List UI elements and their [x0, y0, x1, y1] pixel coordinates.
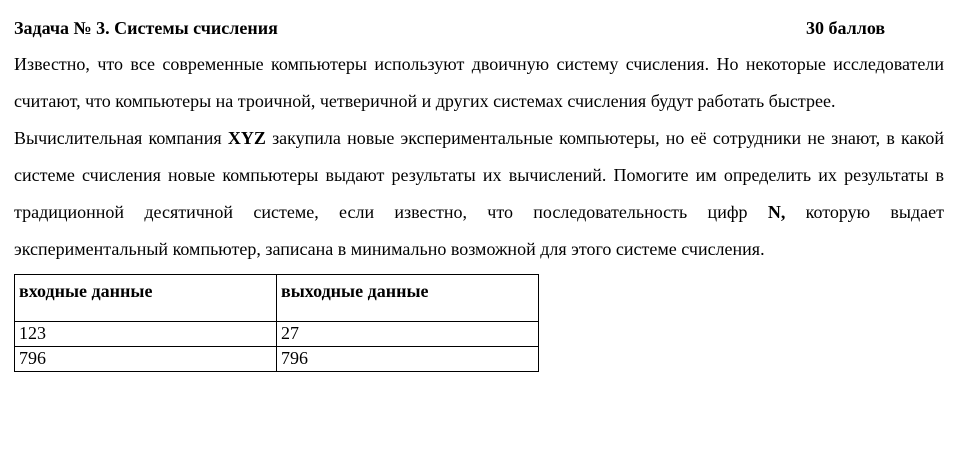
table-cell-input: 796: [15, 347, 277, 372]
problem-text-part1: Вычислительная компания: [14, 128, 228, 148]
document-page: [14, 14, 944, 372]
example-table: [14, 274, 539, 372]
task-header: [14, 14, 944, 42]
company-name: XYZ: [227, 128, 266, 148]
problem-paragraph: [14, 120, 944, 268]
problem-text-part2: закупила новые экспериментальные компьютеры, но её сотрудники не знают, в какой системе счисления новые компьютеры выдают результаты их вычислений. Помогите им определить их результаты в традиционной десятичной системе, если известно, что последовательность цифр: [14, 128, 944, 222]
variable-name: N,: [767, 202, 786, 222]
table-cell-output: 27: [277, 322, 539, 347]
column-header-input: входные данные: [15, 275, 277, 322]
column-header-output: выходные данные: [277, 275, 539, 322]
intro-paragraph: Известно, что все современные компьютеры используют двоичную систему счисления. Но некоторые исследователи считают, что компьютеры на троичной, четверичной и других системах счисления будут работать быстрее.: [14, 54, 944, 111]
table-row: [15, 322, 539, 347]
table-header-row: [15, 275, 539, 322]
table-cell-output: 796: [277, 347, 539, 372]
table-row: [15, 347, 539, 372]
task-description: [14, 46, 944, 268]
table-cell-input: 123: [15, 322, 277, 347]
task-title: Задача № 3. Системы счисления: [14, 18, 278, 38]
task-points: 30 баллов: [806, 18, 886, 38]
problem-text-part3: которую выдает экспериментальный компьютер, записана в минимально возможной для этого системе счисления.: [14, 202, 945, 259]
